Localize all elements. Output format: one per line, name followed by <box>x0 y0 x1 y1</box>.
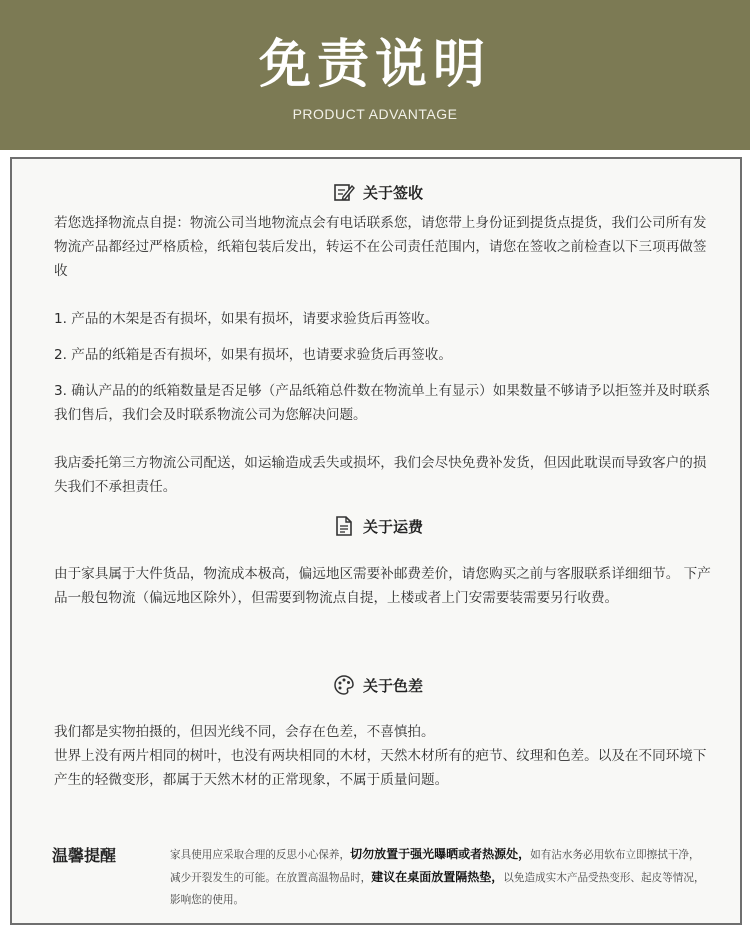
paragraph-photo: 我们都是实物拍摄的，但因光线不同，会存在色差，不喜慎拍。 <box>54 724 435 740</box>
section-title-text: 关于色差 <box>362 676 423 695</box>
color-palette-icon <box>333 674 355 696</box>
section-title-text: 关于运费 <box>362 517 423 536</box>
tip-text: 家具使用应采取合理的反思小心保养，切勿放置于强光曝晒或者热源处，如有沾水务必用软布立即擦拭干净，减少开裂发生的可能。在放置高温物品时，建议在桌面放置隔热垫，以免造成实木产品受热变形、起皮等情况，影响您的使用。 <box>170 847 705 906</box>
paragraph-pickup: 若您选择物流点自提：物流公司当地物流点会有电话联系您，请您带上身份证到提货点提货，我们公司所有发物流产品都经过严格质检，纸箱包装后发出，转运不在公司责任范围内，请您在签收之前检查以下三项再做签收 <box>54 215 707 279</box>
section-title-color <box>12 672 744 698</box>
section-title-text: 关于签收 <box>362 183 423 202</box>
content-panel <box>10 157 742 925</box>
signature-pen-icon <box>333 181 355 203</box>
paragraph-third-party: 我店委托第三方物流公司配送，如运输造成丢失或损坏，我们会尽快免费补发货，但因此耽误而导致客户的损失我们不承担责任。 <box>54 455 707 495</box>
tip-label: 温馨提醒 <box>52 846 117 865</box>
list-item: 3. 确认产品的的纸箱数量是否足够（产品纸箱总件数在物流单上有显示）如果数量不够请予以拒签并及时联系我们售后，我们会及时联系物流公司为您解决问题。 <box>54 383 711 423</box>
section-title-signing <box>12 179 744 205</box>
header-banner <box>0 0 750 150</box>
list-item: 2. 产品的纸箱是否有损坏，如果有损坏，也请要求验货后再签收。 <box>54 347 452 363</box>
paragraph-shipping: 由于家具属于大件货品，物流成本极高，偏远地区需要补邮费差价，请您购买之前与客服联系详细细节。 下产品一般包物流（偏远地区除外），但需要到物流点自提，上楼或者上门安需要装需要另行收费。 <box>54 566 711 606</box>
page-title: 免责说明 <box>258 35 491 95</box>
paragraph-wood: 世界上没有两片相同的树叶，也没有两块相同的木材，天然木材所有的疤节、纹理和色差。以及在不同环境下产生的轻微变形，都属于天然木材的正常现象，不属于质量问题。 <box>54 748 707 788</box>
section-title-shipping <box>12 513 744 539</box>
document-icon <box>333 515 355 537</box>
page-subtitle: PRODUCT ADVANTAGE <box>292 106 458 122</box>
list-item: 1. 产品的木架是否有损坏，如果有损坏，请要求验货后再签收。 <box>54 311 439 327</box>
